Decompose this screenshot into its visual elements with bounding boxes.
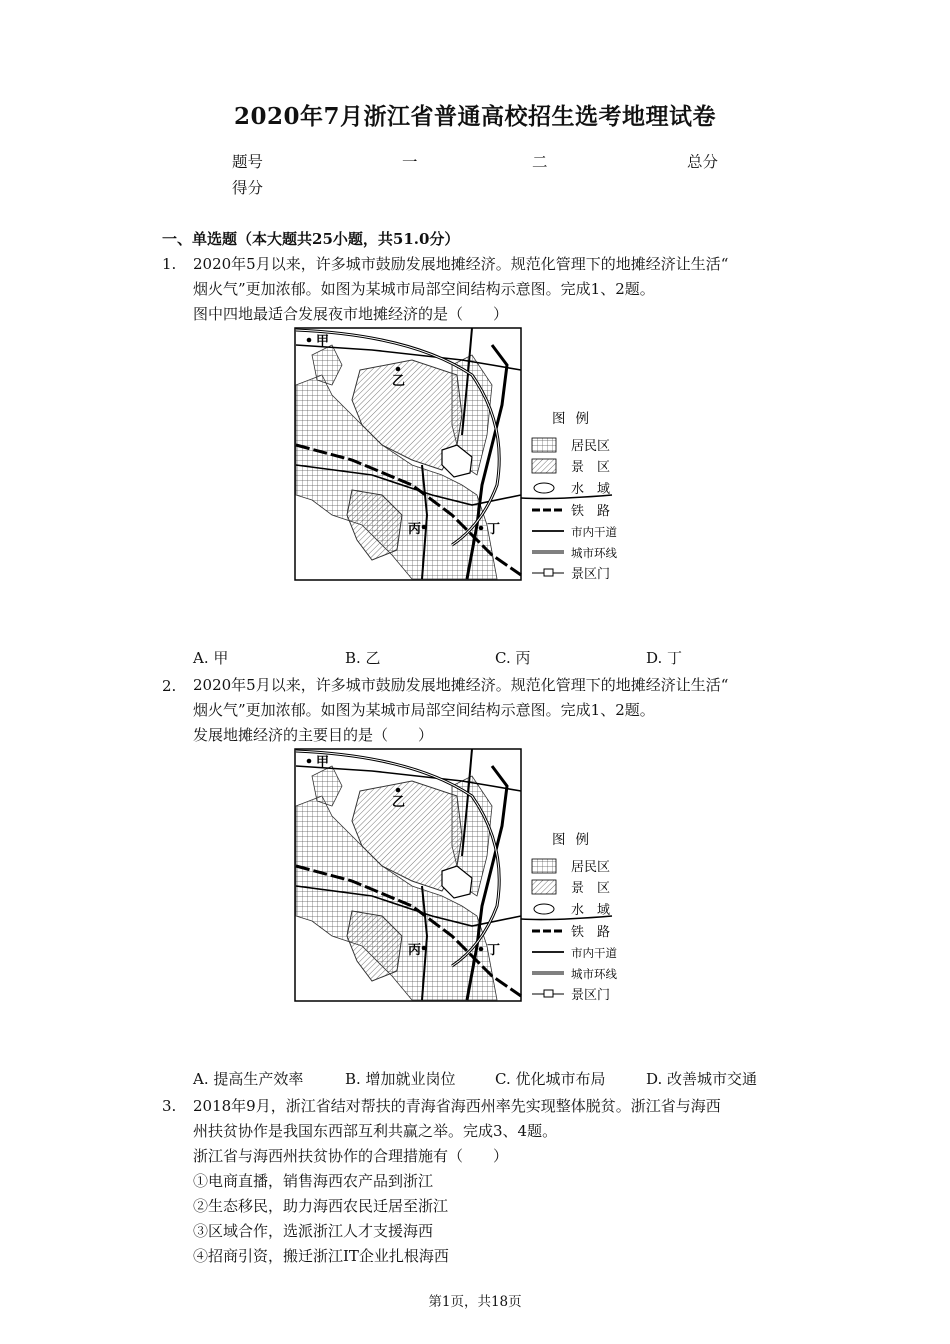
map-figure — [292, 746, 622, 1004]
place-marker — [396, 788, 401, 793]
place-label: 丙 — [408, 522, 422, 537]
legend-label: 居民区 — [571, 860, 611, 875]
legend-label: 铁 路 — [571, 504, 611, 519]
place-marker — [479, 947, 484, 952]
place-marker — [422, 946, 427, 951]
option-d: D. 丁 — [646, 649, 683, 667]
option-a: A. 提高生产效率 — [193, 1070, 304, 1088]
place-marker — [422, 525, 427, 530]
question-text-line: 2018年9月，浙江省结对帮扶的青海省海西州率先实现整体脱贫。浙江省与海西 — [193, 1097, 721, 1115]
question-text-line: 图中四地最适合发展夜市地摊经济的是（ ） — [193, 305, 509, 323]
option-d: D. 改善城市交通 — [646, 1070, 758, 1088]
option-a: A. 甲 — [193, 649, 229, 667]
legend-title: 图例 — [552, 411, 599, 427]
option-b: B. 增加就业岗位 — [345, 1070, 456, 1088]
option-c: C. 丙 — [495, 649, 531, 667]
place-marker — [479, 526, 484, 531]
option-c: C. 优化城市布局 — [495, 1070, 606, 1088]
place-label: 丁 — [487, 943, 501, 958]
score-header-part2: 二 — [532, 153, 548, 171]
page-title: 2020年7月浙江省普通高校招生选考地理试卷 — [233, 103, 717, 130]
legend-scenic-symbol — [532, 880, 556, 894]
place-marker — [307, 338, 312, 343]
legend-label: 居民区 — [571, 439, 611, 454]
place-label: 乙 — [392, 795, 406, 810]
section-heading: 一、单选题（本大题共25小题，共51.0分） — [162, 230, 460, 248]
question-number: 1. — [162, 255, 177, 273]
place-label: 甲 — [316, 334, 330, 349]
question-text-line: 2020年5月以来，许多城市鼓励发展地摊经济。规范化管理下的地摊经济让生活“ — [193, 255, 729, 273]
legend-title: 图例 — [552, 832, 599, 848]
question-text-line: 2020年5月以来，许多城市鼓励发展地摊经济。规范化管理下的地摊经济让生活“ — [193, 676, 729, 694]
score-row-label: 得分 — [232, 179, 264, 197]
legend-label: 水 域 — [571, 903, 611, 918]
question-text-line: 州扶贫协作是我国东西部互利共赢之举。完成3、4题。 — [193, 1122, 558, 1140]
statement-item: ②生态移民，助力海西农民迁居至浙江 — [193, 1197, 449, 1215]
legend-residential-symbol — [532, 438, 556, 452]
place-label: 甲 — [316, 755, 330, 770]
legend-label: 景 区 — [571, 460, 611, 475]
legend-water-symbol — [534, 904, 554, 914]
place-label: 乙 — [392, 374, 406, 389]
legend-label: 景区门 — [571, 567, 611, 582]
question-number: 2. — [162, 677, 177, 695]
question-text-line: 发展地摊经济的主要目的是（ ） — [193, 726, 434, 744]
place-marker — [307, 759, 312, 764]
city-structure-map — [292, 746, 622, 1004]
legend-label: 城市环线 — [571, 546, 617, 560]
statement-item: ①电商直播，销售海西农产品到浙江 — [193, 1172, 434, 1190]
option-b: B. 乙 — [345, 649, 381, 667]
score-header-label: 题号 — [232, 153, 264, 171]
legend-label: 市内干道 — [571, 525, 617, 539]
score-header-total: 总分 — [687, 153, 719, 171]
legend-label: 景区门 — [571, 988, 611, 1003]
legend-label: 景 区 — [571, 881, 611, 896]
question-text-line: 浙江省与海西州扶贫协作的合理措施有（ ） — [193, 1147, 509, 1165]
score-header-part1: 一 — [402, 153, 418, 171]
legend-label: 市内干道 — [571, 946, 617, 960]
legend-residential-symbol — [532, 859, 556, 873]
legend-water-symbol — [534, 483, 554, 493]
place-label: 丙 — [408, 943, 422, 958]
legend-label: 水 域 — [571, 482, 611, 497]
question-number: 3. — [162, 1097, 177, 1115]
legend-label: 城市环线 — [571, 967, 617, 981]
place-marker — [396, 367, 401, 372]
statement-item: ④招商引资，搬迁浙江IT企业扎根海西 — [193, 1247, 449, 1265]
city-structure-map — [292, 325, 622, 583]
question-text-line: 烟火气”更加浓郁。如图为某城市局部空间结构示意图。完成1、2题。 — [193, 280, 655, 298]
legend-scenic-symbol — [532, 459, 556, 473]
question-text-line: 烟火气”更加浓郁。如图为某城市局部空间结构示意图。完成1、2题。 — [193, 701, 655, 719]
page-footer: 第1页，共18页 — [428, 1294, 522, 1310]
statement-item: ③区域合作，选派浙江人才支援海西 — [193, 1222, 434, 1240]
map-figure — [292, 325, 622, 583]
place-label: 丁 — [487, 522, 501, 537]
legend-label: 铁 路 — [571, 925, 611, 940]
